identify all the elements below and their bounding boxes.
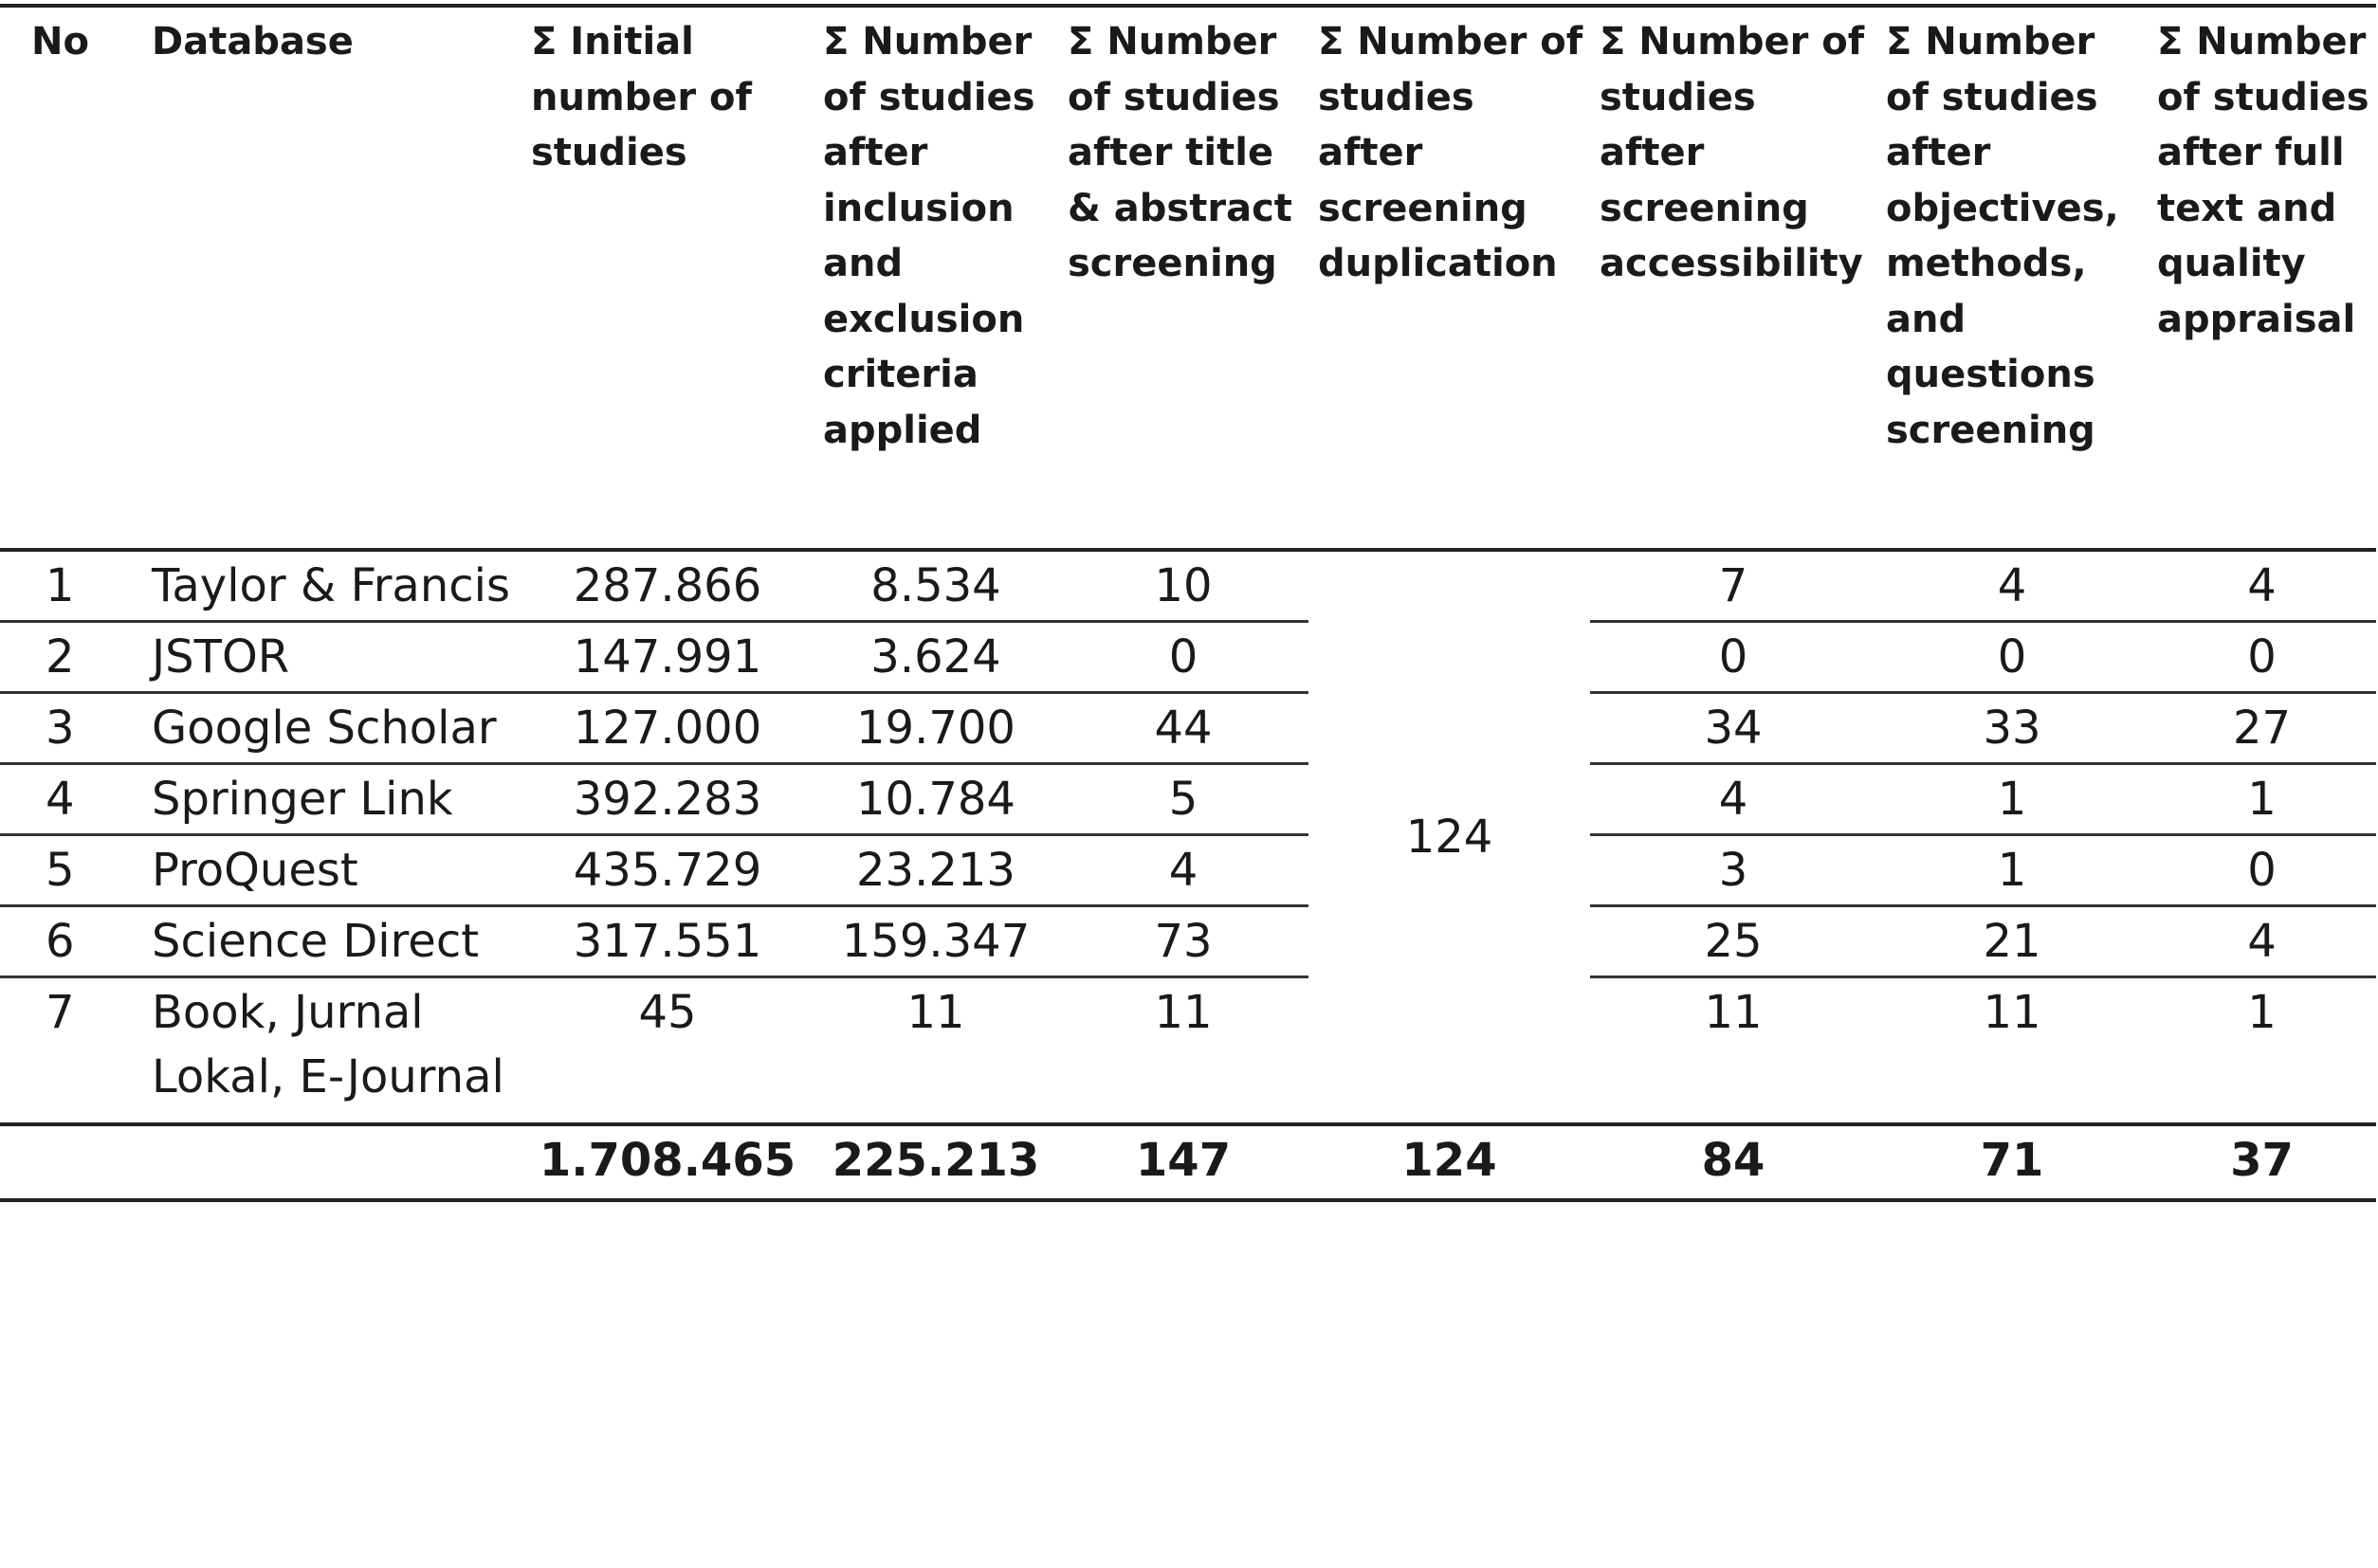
row-full-text: 4: [2148, 906, 2376, 977]
header-duplication: Σ Number of studies after screening duplication: [1308, 6, 1590, 550]
row-title-abstract: 44: [1058, 693, 1308, 764]
row-initial: 317.551: [521, 906, 814, 977]
row-inclusion: 8.534: [814, 550, 1058, 622]
header-inclusion: Σ Number of studies after inclusion and exclusion criteria applied: [814, 6, 1058, 550]
row-no: 5: [0, 835, 142, 906]
table-row: [0, 977, 2376, 1125]
row-inclusion: 159.347: [814, 906, 1058, 977]
row-objectives: 11: [1983, 986, 2041, 1039]
row-full-text: 0: [2148, 835, 2376, 906]
total-title-abstract: 147: [1058, 1124, 1308, 1200]
row-title-abstract: 11: [1154, 986, 1213, 1039]
row-accessibility: 34: [1590, 693, 1876, 764]
row-title-abstract: 5: [1058, 764, 1308, 835]
row-database: Science Direct: [142, 906, 521, 977]
row-inclusion: 19.700: [814, 693, 1058, 764]
row-database: Springer Link: [142, 764, 521, 835]
table-row: [0, 764, 2376, 835]
row-accessibility: 25: [1590, 906, 1876, 977]
row-objectives: 1: [1876, 835, 2148, 906]
row-full-text: 27: [2148, 693, 2376, 764]
row-initial: 45: [638, 986, 697, 1039]
header-title-abstract: Σ Number of studies after title & abstract screening: [1058, 6, 1308, 550]
total-initial: 1.708.465: [521, 1124, 814, 1200]
row-title-abstract: 0: [1058, 622, 1308, 693]
row-accessibility: 4: [1590, 764, 1876, 835]
table-row: [0, 693, 2376, 764]
total-inclusion: 225.213: [814, 1124, 1058, 1200]
row-initial: 392.283: [521, 764, 814, 835]
row-inclusion: 3.624: [814, 622, 1058, 693]
row-title-abstract: 10: [1058, 550, 1308, 622]
row-full-text: 1: [2247, 986, 2277, 1039]
row-no: 4: [0, 764, 142, 835]
header-no: No: [0, 6, 142, 550]
total-objectives: 71: [1876, 1124, 2148, 1200]
header-objectives: Σ Number of studies after objectives, methods, and questions screening: [1876, 6, 2148, 550]
row-title-abstract: 73: [1058, 906, 1308, 977]
row-initial: 147.991: [521, 622, 814, 693]
row-database: Taylor & Francis: [142, 550, 521, 622]
row-no: 1: [0, 550, 142, 622]
row-no: 6: [0, 906, 142, 977]
row-accessibility: 0: [1590, 622, 1876, 693]
row-objectives: 1: [1876, 764, 2148, 835]
row-no: 2: [0, 622, 142, 693]
totals-database: [142, 1124, 521, 1200]
study-selection-table: [0, 4, 2376, 1202]
row-objectives: 4: [1876, 550, 2148, 622]
total-full-text: 37: [2148, 1124, 2376, 1200]
row-full-text: 1: [2148, 764, 2376, 835]
table-row: [0, 622, 2376, 693]
header-full-text: Σ Number of studies after full text and quality appraisal: [2148, 6, 2376, 550]
row-title-abstract: 4: [1058, 835, 1308, 906]
table-row: [0, 835, 2376, 906]
row-initial: 287.866: [521, 550, 814, 622]
row-database: Book, Jurnal Lokal, E-Journal: [152, 986, 504, 1103]
row-full-text: 4: [2148, 550, 2376, 622]
total-accessibility: 84: [1590, 1124, 1876, 1200]
row-no: 3: [0, 693, 142, 764]
row-objectives: 21: [1876, 906, 2148, 977]
row-inclusion: 23.213: [814, 835, 1058, 906]
row-initial: 435.729: [521, 835, 814, 906]
row-objectives: 33: [1876, 693, 2148, 764]
total-duplication: 124: [1308, 1124, 1590, 1200]
row-no: 7: [46, 986, 75, 1039]
row-full-text: 0: [2148, 622, 2376, 693]
row-inclusion: 10.784: [814, 764, 1058, 835]
row-accessibility: 11: [1704, 986, 1763, 1039]
row-initial: 127.000: [521, 693, 814, 764]
merged-duplication-cell: 124: [1405, 811, 1493, 864]
row-inclusion: 11: [906, 986, 965, 1039]
header-database: Database: [142, 6, 521, 550]
header-accessibility: Σ Number of studies after screening accessibility: [1590, 6, 1876, 550]
totals-no: [0, 1124, 142, 1200]
row-database: Google Scholar: [142, 693, 521, 764]
row-database: ProQuest: [142, 835, 521, 906]
header-initial: Σ Initial number of studies: [521, 6, 814, 550]
row-accessibility: 7: [1590, 550, 1876, 622]
row-database: JSTOR: [142, 622, 521, 693]
totals-row: [0, 1124, 2376, 1200]
header-row: [0, 6, 2376, 550]
row-accessibility: 3: [1590, 835, 1876, 906]
table-row: [0, 550, 2376, 622]
table-row: [0, 906, 2376, 977]
row-objectives: 0: [1876, 622, 2148, 693]
